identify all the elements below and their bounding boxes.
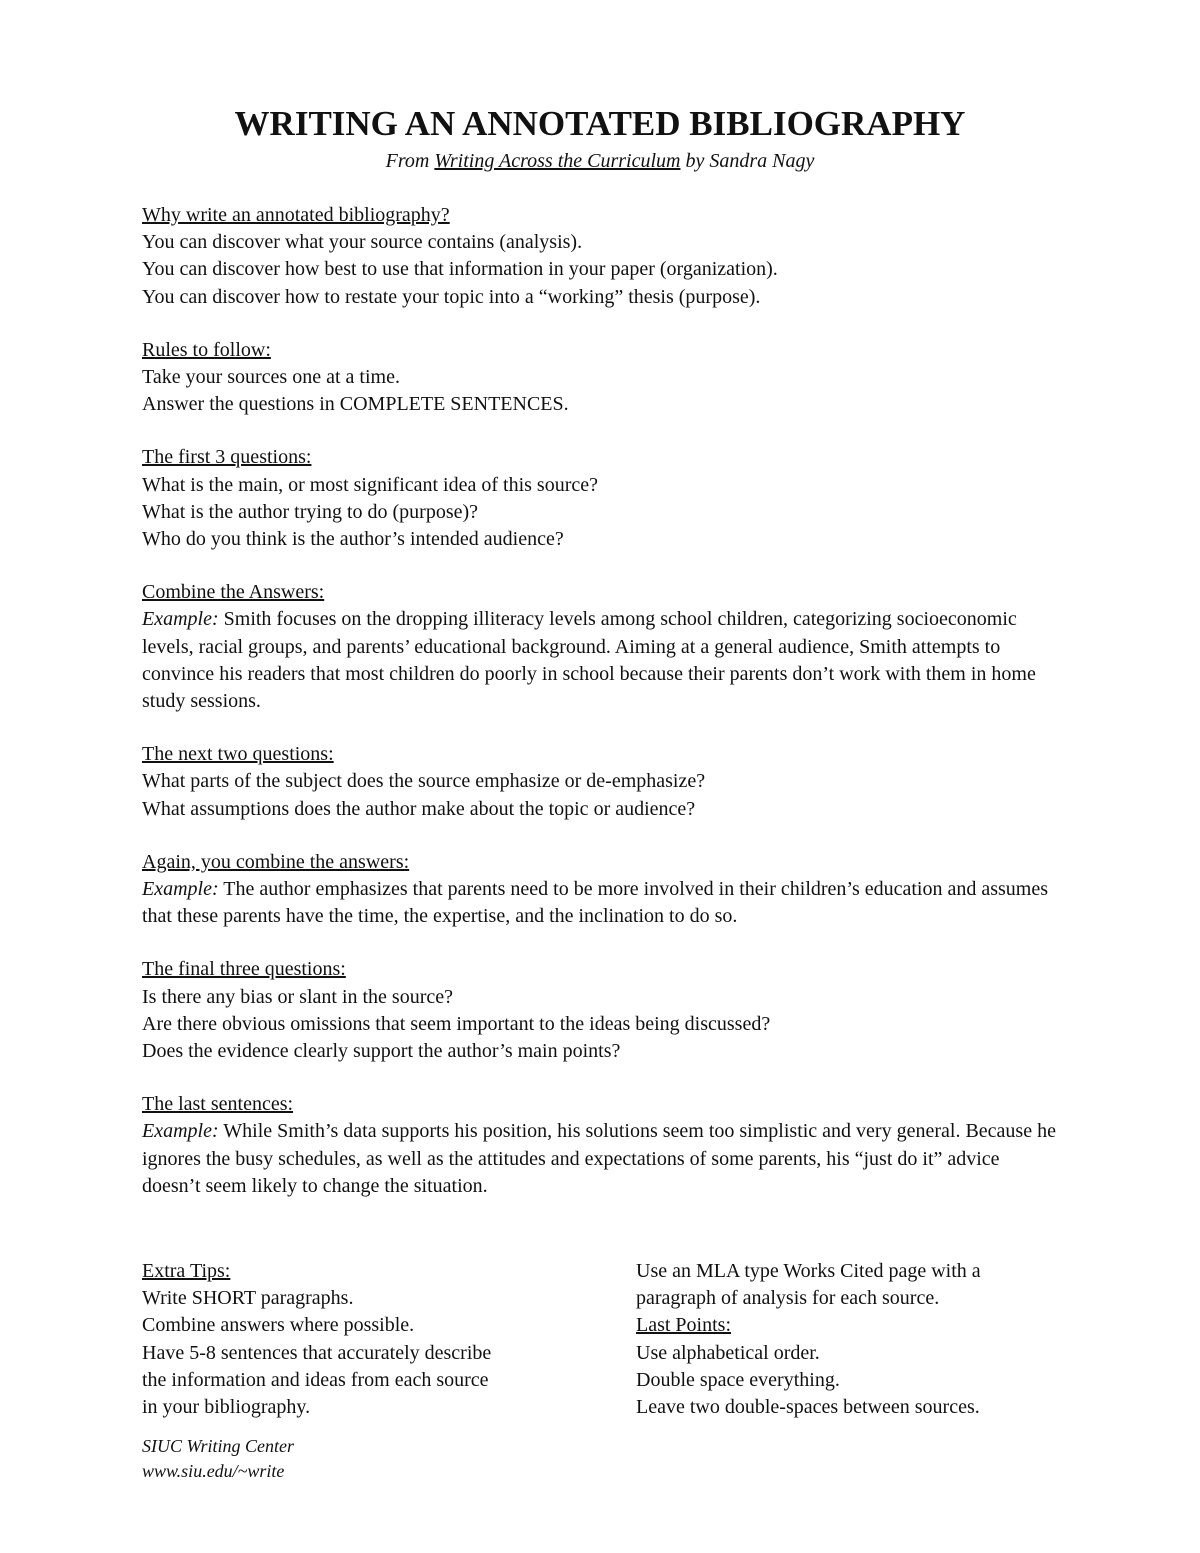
subtitle-book-title: Writing Across the Curriculum	[434, 150, 681, 172]
example-label: Example:	[142, 1120, 219, 1143]
section-line: You can discover how best to use that information in your paper (organization).	[142, 258, 778, 281]
section-line: Who do you think is the author’s intended audience?	[142, 528, 564, 551]
section-line: Does the evidence clearly support the author’s main points?	[142, 1040, 621, 1063]
section-combine-again	[142, 849, 1062, 931]
section-last-sentences	[142, 1091, 1062, 1200]
example-paragraph	[142, 606, 1062, 715]
section-heading: Rules to follow:	[142, 338, 271, 361]
section-line: What is the main, or most significant idea of this source?	[142, 473, 598, 496]
tip-line: in your bibliography.	[142, 1396, 311, 1419]
tip-line: Write SHORT paragraphs.	[142, 1287, 354, 1310]
section-heading: The first 3 questions:	[142, 446, 312, 469]
section-next-questions	[142, 741, 1062, 823]
example-paragraph	[142, 1118, 1062, 1200]
footer-org: SIUC Writing Center	[142, 1436, 294, 1456]
example-text: While Smith’s data supports his position, his solutions seem too simplistic and very general. Because he ignores the busy schedules, as well as the attitudes and expectations of some parents, his “just do it” advice doesn’t seem likely to change the situation.	[142, 1120, 1056, 1197]
tip-line: the information and ideas from each source	[142, 1368, 489, 1391]
tip-line: Have 5-8 sentences that accurately describe	[142, 1341, 492, 1364]
document-body	[142, 202, 1062, 1226]
section-line: You can discover how to restate your topic into a “working” thesis (purpose).	[142, 285, 761, 308]
section-combine-answers	[142, 579, 1062, 715]
last-points-heading: Last Points:	[636, 1314, 732, 1337]
section-heading: Combine the Answers:	[142, 581, 325, 604]
section-heading: The next two questions:	[142, 743, 334, 766]
document-subtitle	[0, 148, 1200, 174]
extra-tips-column	[142, 1258, 572, 1421]
example-label: Example:	[142, 608, 219, 631]
subtitle-author: by Sandra Nagy	[685, 150, 815, 172]
section-heading: The final three questions:	[142, 958, 346, 981]
section-line: What assumptions does the author make about the topic or audience?	[142, 797, 696, 820]
section-final-questions	[142, 956, 1062, 1065]
section-line: What parts of the subject does the source emphasize or de-emphasize?	[142, 770, 706, 793]
tip-line: Use alphabetical order.	[636, 1341, 820, 1364]
example-text: The author emphasizes that parents need to be more involved in their children’s education and assumes that these parents have the time, the expertise, and the inclination to do so.	[142, 878, 1049, 928]
example-text: Smith focuses on the dropping illiteracy levels among school children, categorizing socioeconomic levels, racial groups, and parents’ educational background. Aiming at a general audience, Smith attempts to convince his readers that most children do poorly in school because their parents don’t work with them in home study sessions.	[142, 608, 1036, 713]
tip-line: Double space everything.	[636, 1368, 840, 1391]
extra-tips-heading: Extra Tips:	[142, 1260, 231, 1282]
section-line: Is there any bias or slant in the source?	[142, 985, 454, 1008]
section-rules	[142, 337, 1062, 419]
section-line: Are there obvious omissions that seem important to the ideas being discussed?	[142, 1012, 771, 1035]
example-paragraph	[142, 876, 1062, 930]
last-points-column	[636, 1258, 1066, 1421]
footer	[142, 1434, 294, 1484]
section-why	[142, 202, 1062, 311]
section-heading: Again, you combine the answers:	[142, 850, 410, 873]
tip-line: Leave two double-spaces between sources.	[636, 1396, 980, 1419]
section-heading: Why write an annotated bibliography?	[142, 204, 450, 226]
section-line: You can discover what your source contains (analysis).	[142, 231, 583, 254]
tip-line: Use an MLA type Works Cited page with a	[636, 1260, 981, 1282]
footer-url: www.siu.edu/~write	[142, 1461, 285, 1481]
example-label: Example:	[142, 878, 219, 901]
section-line: Take your sources one at a time.	[142, 366, 400, 389]
section-first-questions	[142, 444, 1062, 553]
section-line: What is the author trying to do (purpose)?	[142, 500, 479, 523]
section-heading: The last sentences:	[142, 1093, 294, 1116]
section-line: Answer the questions in COMPLETE SENTENCES.	[142, 393, 569, 416]
tip-line: Combine answers where possible.	[142, 1314, 415, 1337]
subtitle-from: From	[385, 150, 430, 172]
tip-line: paragraph of analysis for each source.	[636, 1287, 940, 1310]
document-title: WRITING AN ANNOTATED BIBLIOGRAPHY	[234, 104, 966, 143]
